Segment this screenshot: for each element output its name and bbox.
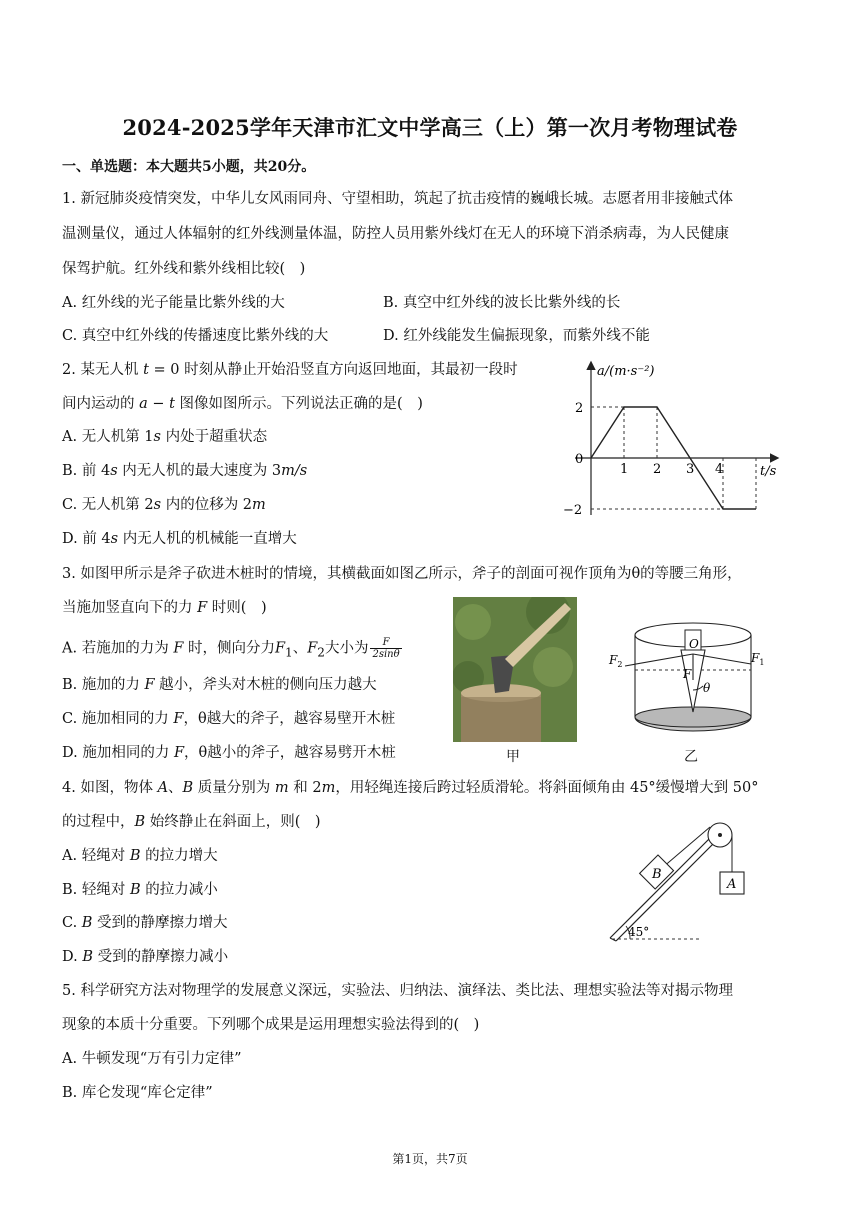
page-title: 2024-2025学年天津市汇文中学高三（上）第一次月考物理试卷 — [122, 115, 738, 140]
tick-x-2: 2 — [653, 462, 662, 477]
caption-yi: 乙 — [684, 749, 698, 765]
q4-option-c: C. B 受到的静摩擦力增大 — [62, 915, 228, 931]
section-heading: 一、单选题：本大题共5小题，共20分。 — [62, 159, 316, 175]
tick-x-1: 1 — [620, 462, 629, 477]
axe-stump-picture — [453, 597, 577, 742]
q4-option-d: D. B 受到的静摩擦力减小 — [62, 949, 229, 965]
q1-option-d: D. 红外线能发生偏振现象，而紫外线不能 — [383, 328, 650, 344]
q2-line-1: 2. 某无人机 t = 0 时刻从静止开始沿竖直方向返回地面，其最初一段时 — [62, 362, 518, 378]
q3-line-1: 3. 如图甲所示是斧子砍进木桩时的情境，其横截面如图乙所示，斧子的剖面可视作顶角为θ的等腰三角形， — [62, 566, 742, 582]
q4-option-a: A. 轻绳对 B 的拉力增大 — [62, 848, 218, 864]
q3-option-d: D. 施加相同的力 F，θ越小的斧子，越容易劈开木桩 — [62, 745, 396, 761]
incline-pulley-diagram — [600, 820, 780, 950]
q1-line-2: 温测量仪，通过人体辐射的红外线测量体温，防控人员用紫外线灯在无人的环境下消杀病毒，为人民健康 — [62, 226, 729, 242]
tick-x-3: 3 — [686, 462, 695, 477]
q1-line-3: 保驾护航。红外线和紫外线相比较( ) — [62, 261, 306, 277]
q2-line-2: 间内运动的 a − t 图像如图所示。下列说法正确的是( ) — [62, 396, 423, 412]
axe-photo — [453, 597, 577, 742]
label-o: O — [689, 637, 699, 651]
tick-x-4: 4 — [715, 462, 724, 477]
label-block-a: A — [727, 877, 737, 892]
q2-option-d: D. 前 4s 内无人机的机械能一直增大 — [62, 531, 297, 547]
tick-y-0: 0 — [575, 452, 584, 467]
stump-cross-section-diagram — [603, 610, 783, 750]
q1-option-b: B. 真空中红外线的波长比紫外线的长 — [383, 295, 621, 311]
label-f: F — [683, 667, 692, 681]
fraction-f-over-2sin: $\frac{F}{2\sin\theta}$ — [372, 637, 400, 660]
q2-option-c: C. 无人机第 2s 内的位移为 2m — [62, 497, 266, 513]
tick-y-neg2: −2 — [563, 503, 583, 518]
q4-line-1: 4. 如图，物体 A、B 质量分别为 m 和 2m，用轻绳连接后跨过轻质滑轮。将斜面倾角由 45°缓慢增大到 50° — [62, 780, 759, 796]
q3-option-a: A. 若施加的力为 F 时，侧向分力$F_1$、$F_2$大小为 $\frac{F}{2\sin\theta}$ — [62, 637, 400, 660]
graph-x-label: t/s — [760, 464, 777, 479]
q2-option-b: B. 前 4s 内无人机的最大速度为 3m/s — [62, 463, 308, 479]
label-block-b: B — [652, 867, 662, 882]
q4-option-b: B. 轻绳对 B 的拉力减小 — [62, 882, 218, 898]
q3-option-b: B. 施加的力 F 越小，斧头对木桩的侧向压力越大 — [62, 677, 377, 693]
label-f1: $F_1$ — [751, 651, 765, 667]
page-footer: 第1页，共7页 — [392, 1152, 468, 1166]
q1-option-c: C. 真空中红外线的传播速度比紫外线的大 — [62, 328, 329, 344]
q3-line-2: 当施加竖直向下的力 F 时则( ) — [62, 600, 267, 616]
q1-option-a: A. 红外线的光子能量比紫外线的大 — [62, 295, 285, 311]
label-theta: θ — [703, 681, 711, 695]
q5-option-a: A. 牛顿发现“万有引力定律” — [62, 1051, 242, 1067]
q5-line-2: 现象的本质十分重要。下列哪个成果是运用理想实验法得到的( ) — [62, 1017, 480, 1033]
label-f2: $F_2$ — [609, 653, 623, 669]
tick-y-2: 2 — [575, 401, 584, 416]
q2-option-a: A. 无人机第 1s 内处于超重状态 — [62, 429, 268, 445]
q1-line-1: 1. 新冠肺炎疫情突发，中华儿女风雨同舟、守望相助，筑起了抗击疫情的巍峨长城。志愿者用非接触式体 — [62, 191, 733, 207]
q5-option-b: B. 库仑发现“库仑定律” — [62, 1085, 213, 1101]
caption-jia: 甲 — [506, 749, 520, 765]
graph-y-label: a/(m·s⁻²) — [597, 364, 655, 379]
q3-option-c: C. 施加相同的力 F，θ越大的斧子，越容易壁开木桩 — [62, 711, 396, 727]
label-angle: 45° — [628, 925, 650, 939]
q4-line-2: 的过程中，B 始终静止在斜面上，则( ) — [62, 814, 321, 830]
a-t-graph — [555, 355, 795, 525]
q5-line-1: 5. 科学研究方法对物理学的发展意义深远，实验法、归纳法、演绎法、类比法、理想实验法等对揭示物理 — [62, 983, 733, 999]
